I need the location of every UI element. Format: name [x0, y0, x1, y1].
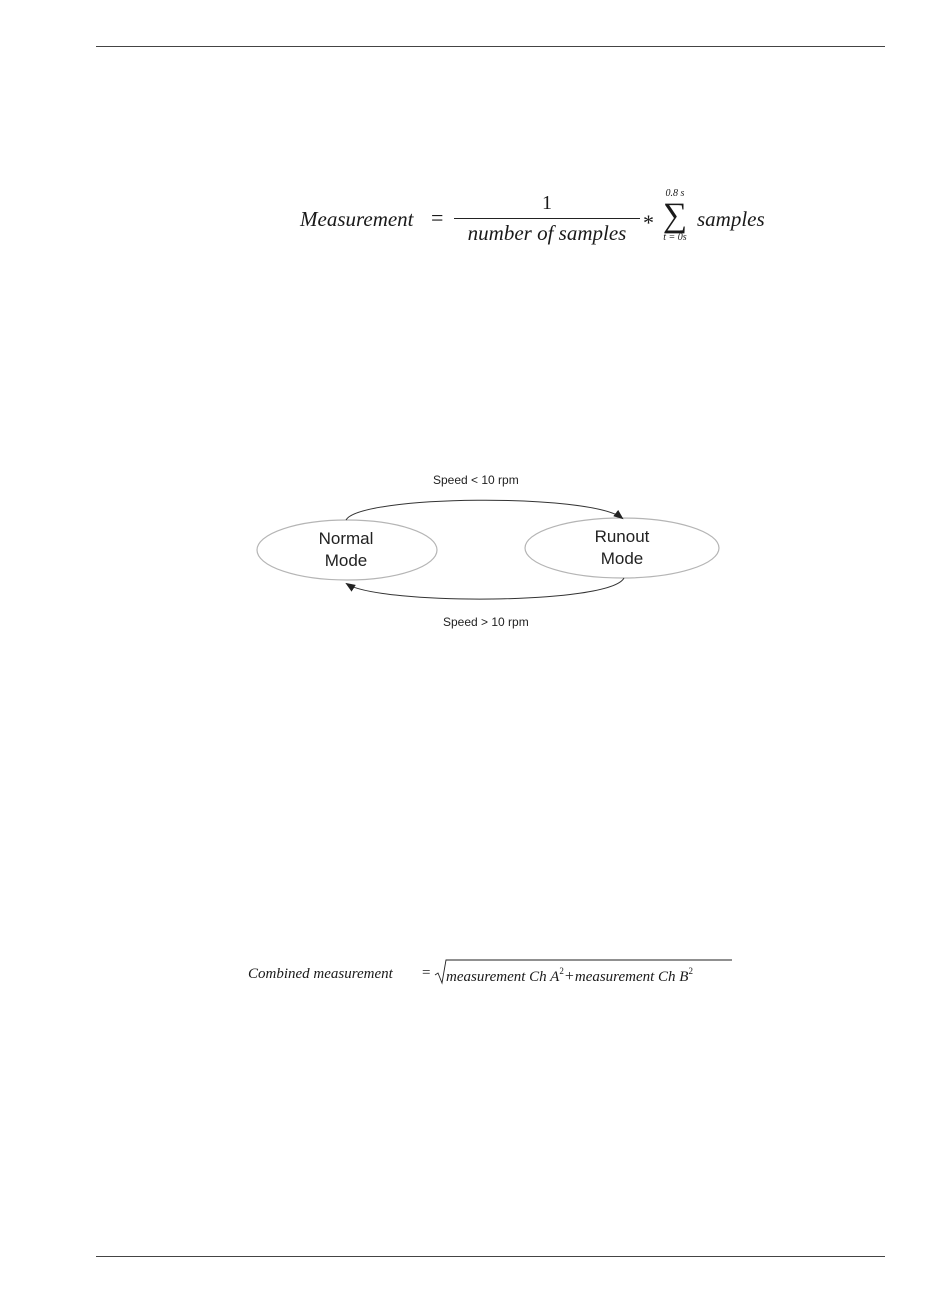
- fraction-bar: [454, 218, 640, 219]
- combined-equals-sign: =: [422, 965, 431, 981]
- exponent-a: 2: [559, 966, 564, 976]
- plus-operator: +: [564, 968, 574, 985]
- runout-mode-label: [584, 526, 660, 570]
- footer-rule: [96, 1256, 885, 1257]
- normal-mode-line2: Mode: [324, 551, 368, 570]
- sum-upper-limit: 0.8 s: [665, 188, 685, 199]
- summation: [656, 188, 694, 244]
- term-channel-b: measurement Ch B: [574, 969, 689, 985]
- term-channel-a: measurement Ch A: [446, 969, 560, 985]
- multiply-operator: *: [643, 210, 654, 235]
- normal-mode-label: [308, 528, 384, 572]
- fraction-denominator: number of samples: [467, 221, 627, 245]
- runout-mode-line1: Runout: [594, 527, 650, 546]
- transition-label-to-runout: Speed < 10 rpm: [433, 473, 519, 487]
- summand: samples: [697, 207, 765, 231]
- mode-state-diagram: [250, 465, 730, 640]
- sigma-symbol: ∑: [662, 197, 688, 234]
- exponent-b: 2: [688, 966, 693, 976]
- fraction: [454, 190, 640, 246]
- equation-lhs: Measurement: [300, 207, 414, 231]
- equals-sign: =: [431, 205, 444, 230]
- normal-mode-line1: Normal: [318, 529, 374, 548]
- sum-lower-limit: t = 0s: [663, 232, 687, 243]
- fraction-numerator: 1: [542, 192, 552, 214]
- transition-label-to-normal: Speed > 10 rpm: [443, 615, 529, 629]
- arrow-normal-to-runout: [346, 500, 622, 520]
- header-rule: [96, 46, 885, 47]
- combined-equation-lhs: Combined measurement: [248, 966, 393, 982]
- radicand: [446, 966, 693, 986]
- runout-mode-line2: Mode: [600, 549, 644, 568]
- arrow-runout-to-normal: [347, 578, 624, 599]
